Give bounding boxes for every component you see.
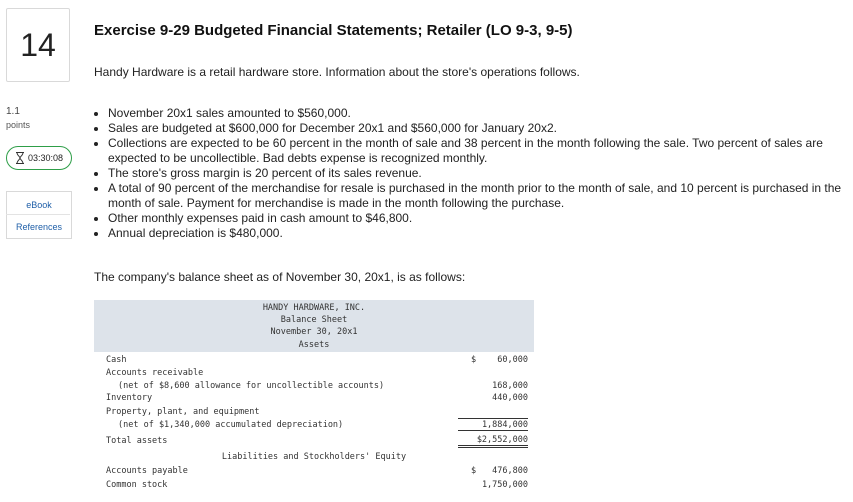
exercise-intro: Handy Hardware is a retail hardware store. Information about the store's operations follows. — [94, 65, 580, 79]
balance-sheet-header — [94, 300, 534, 352]
link-divider — [6, 214, 70, 215]
timer-badge — [6, 146, 72, 170]
list-item: • The store's gross margin is 20 percent of its sales revenue. — [108, 166, 853, 181]
inventory-label: Inventory — [106, 393, 153, 403]
statement-name: Balance Sheet — [280, 315, 348, 325]
statement-date: November 30, 20x1 — [270, 327, 358, 337]
list-item: • Other monthly expenses paid in cash amount to $46,800. — [108, 211, 853, 226]
question-number: 14 — [6, 8, 70, 82]
points-label: points — [6, 120, 31, 130]
ap-dollar: $ — [471, 466, 477, 476]
ar-amount: 168,000 — [492, 381, 528, 391]
company-name: HANDY HARDWARE, INC. — [262, 303, 366, 313]
points-value: 1.1 — [6, 106, 20, 117]
list-item: • A total of 90 percent of the merchandise for resale is purchased in the month prior to the month of sale, and 10 percent is purchased in the month of sale. Payment for merchandise is made in the month following the purchase. — [108, 181, 853, 211]
exercise-title: Exercise 9-29 Budgeted Financial Statements; Retailer (LO 9-3, 9-5) — [94, 22, 573, 39]
cs-amount: 1,750,000 — [481, 480, 528, 490]
liabilities-heading: Liabilities and Stockholders' Equity — [221, 452, 407, 462]
total-assets-amount: $2,552,000 — [458, 435, 528, 448]
balance-sheet-intro: The company's balance sheet as of November 30, 20x1, is as follows: — [94, 270, 466, 284]
list-item: • Annual depreciation is $480,000. — [108, 226, 853, 241]
hourglass-icon — [15, 152, 25, 164]
total-assets-label: Total assets — [106, 436, 168, 446]
ar-net-label: (net of $8,600 allowance for uncollectible accounts) — [118, 381, 385, 391]
assets-heading: Assets — [298, 340, 330, 350]
ppe-net-label: (net of $1,340,000 accumulated depreciation) — [118, 420, 344, 430]
cash-dollar: $ — [471, 355, 477, 365]
timer-text: 03:30:08 — [27, 153, 64, 163]
list-item: • Collections are expected to be 60 percent in the month of sale and 38 percent in the month following the sale. Two percent of sales are expected to be uncollectible. Bad debts expense is recognized monthly. — [108, 136, 853, 166]
references-link[interactable]: References — [15, 222, 63, 232]
resource-links — [6, 191, 72, 239]
facts-list — [94, 106, 853, 241]
ar-label: Accounts receivable — [106, 368, 204, 378]
list-item: • Sales are budgeted at $600,000 for December 20x1 and $560,000 for January 20x2. — [108, 121, 853, 136]
cash-amount: 60,000 — [497, 355, 528, 365]
list-item: • November 20x1 sales amounted to $560,000. — [108, 106, 853, 121]
ppe-amount: 1,884,000 — [458, 418, 528, 431]
cs-label: Common stock — [106, 480, 168, 490]
ppe-label: Property, plant, and equipment — [106, 407, 260, 417]
balance-sheet — [94, 300, 534, 502]
balance-sheet-body — [94, 352, 534, 502]
ebook-link[interactable]: eBook — [26, 200, 52, 210]
ap-amount: 476,800 — [492, 466, 528, 476]
ap-label: Accounts payable — [106, 466, 188, 476]
cash-label: Cash — [106, 355, 127, 365]
inventory-amount: 440,000 — [492, 393, 528, 403]
